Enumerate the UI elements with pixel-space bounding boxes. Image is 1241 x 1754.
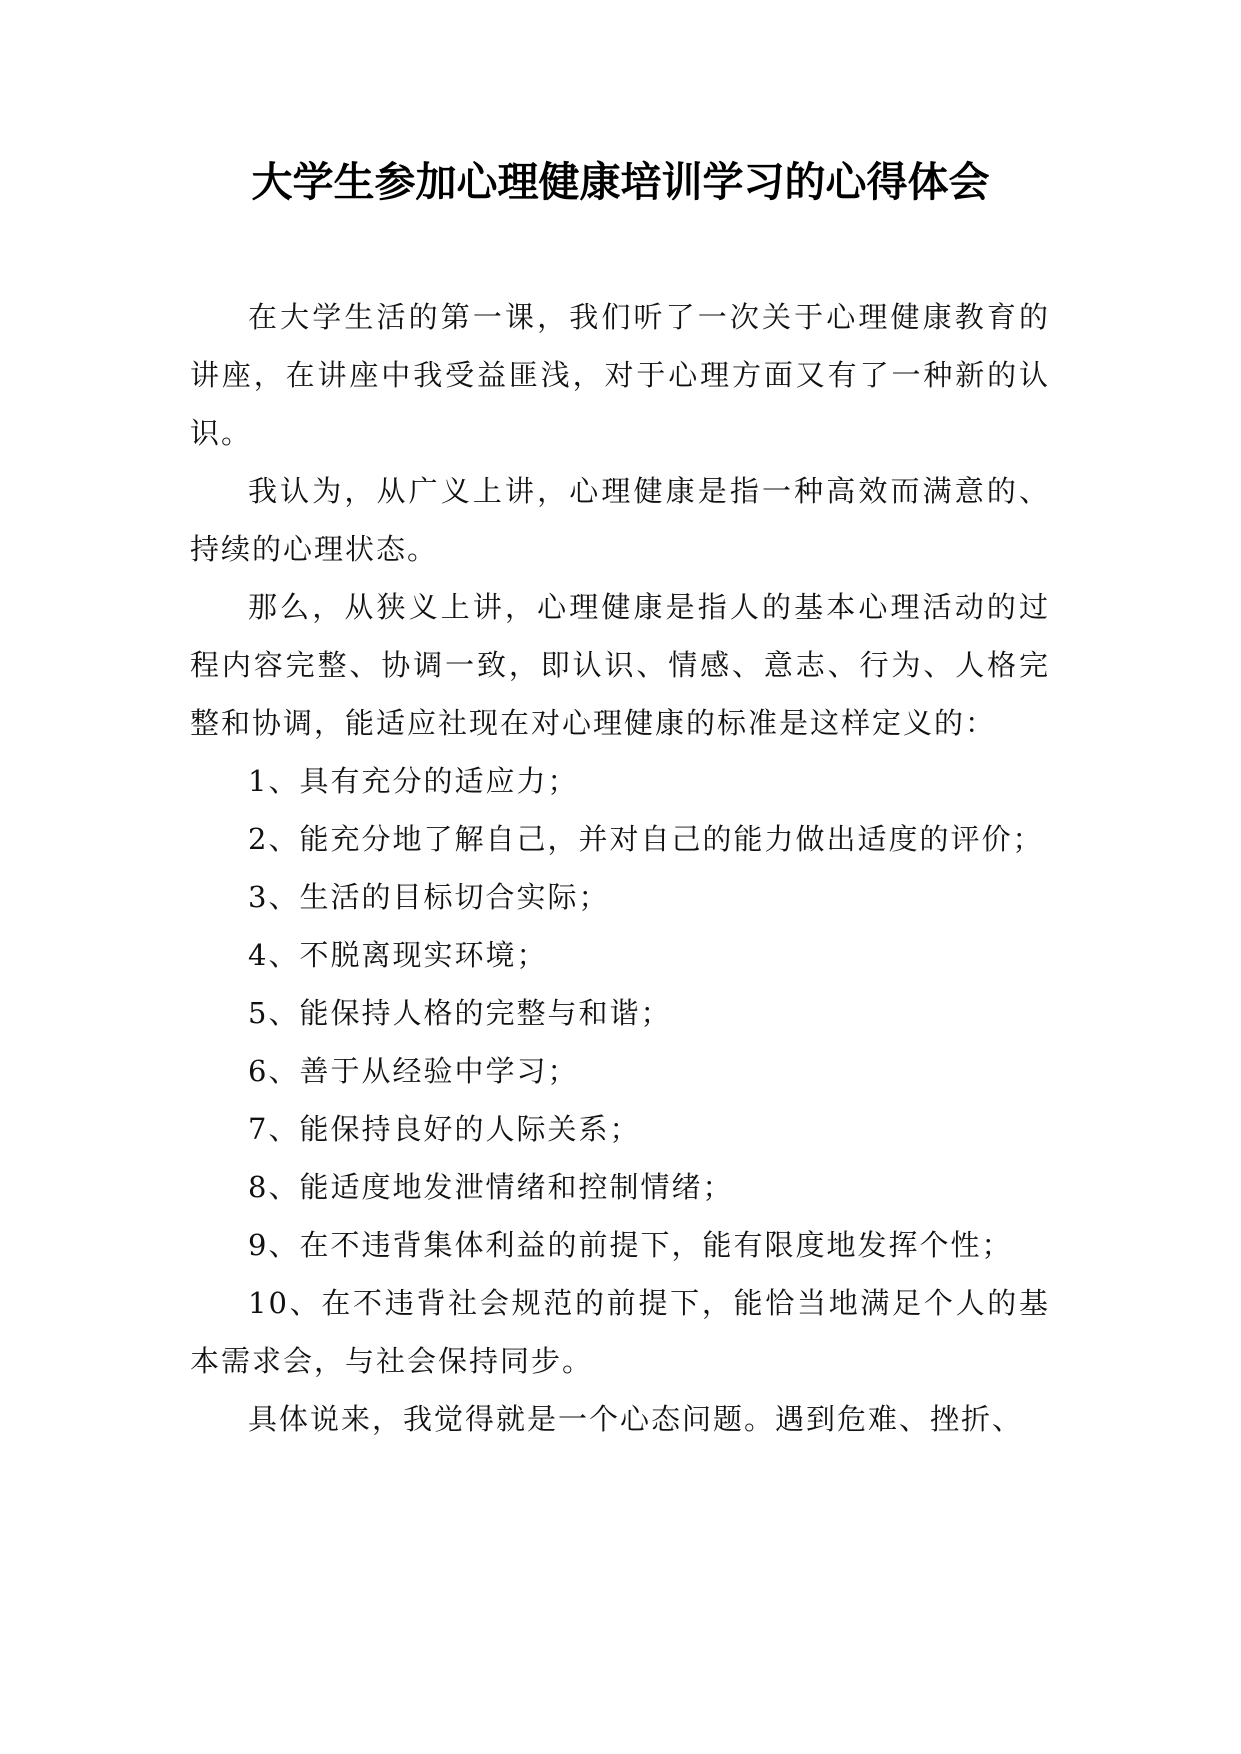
list-item: 9、在不违背集体利益的前提下，能有限度地发挥个性； [248,1228,1013,1262]
paragraph-conclusion-start: 具体说来，我觉得就是一个心态问题。遇到危难、挫折、 [248,1402,1024,1436]
list-item: 1、具有充分的适应力； [248,764,579,798]
page-title: 大学生参加心理健康培训学习的心得体会 [251,158,990,206]
list-item: 8、能适度地发泄情绪和控制情绪； [248,1170,734,1204]
list-item: 6、善于从经验中学习； [248,1054,579,1088]
list-item: 3、生活的目标切合实际； [248,880,610,914]
list-item: 4、不脱离现实环境； [248,938,548,972]
paragraph-intro: 在大学生活的第一课，我们听了一次关于心理健康教育的讲座，在讲座中我受益匪浅，对于心理方面又有了一种新的认识。 [190,300,1050,450]
list-item: 5、能保持人格的完整与和谐； [248,996,672,1030]
paragraph-broad-definition: 我认为，从广义上讲，心理健康是指一种高效而满意的、持续的心理状态。 [190,474,1050,566]
document-body [190,288,1050,1448]
paragraph-narrow-definition: 那么，从狭义上讲，心理健康是指人的基本心理活动的过程内容完整、协调一致，即认识、情感、意志、行为、人格完整和协调，能适应社现在对心理健康的标准是这样定义的： [190,590,1050,740]
list-item: 7、能保持良好的人际关系； [248,1112,641,1146]
list-item: 10、在不违背社会规范的前提下，能恰当地满足个人的基本需求会，与社会保持同步。 [190,1286,1050,1378]
list-item: 2、能充分地了解自己，并对自己的能力做出适度的评价； [248,822,1044,856]
